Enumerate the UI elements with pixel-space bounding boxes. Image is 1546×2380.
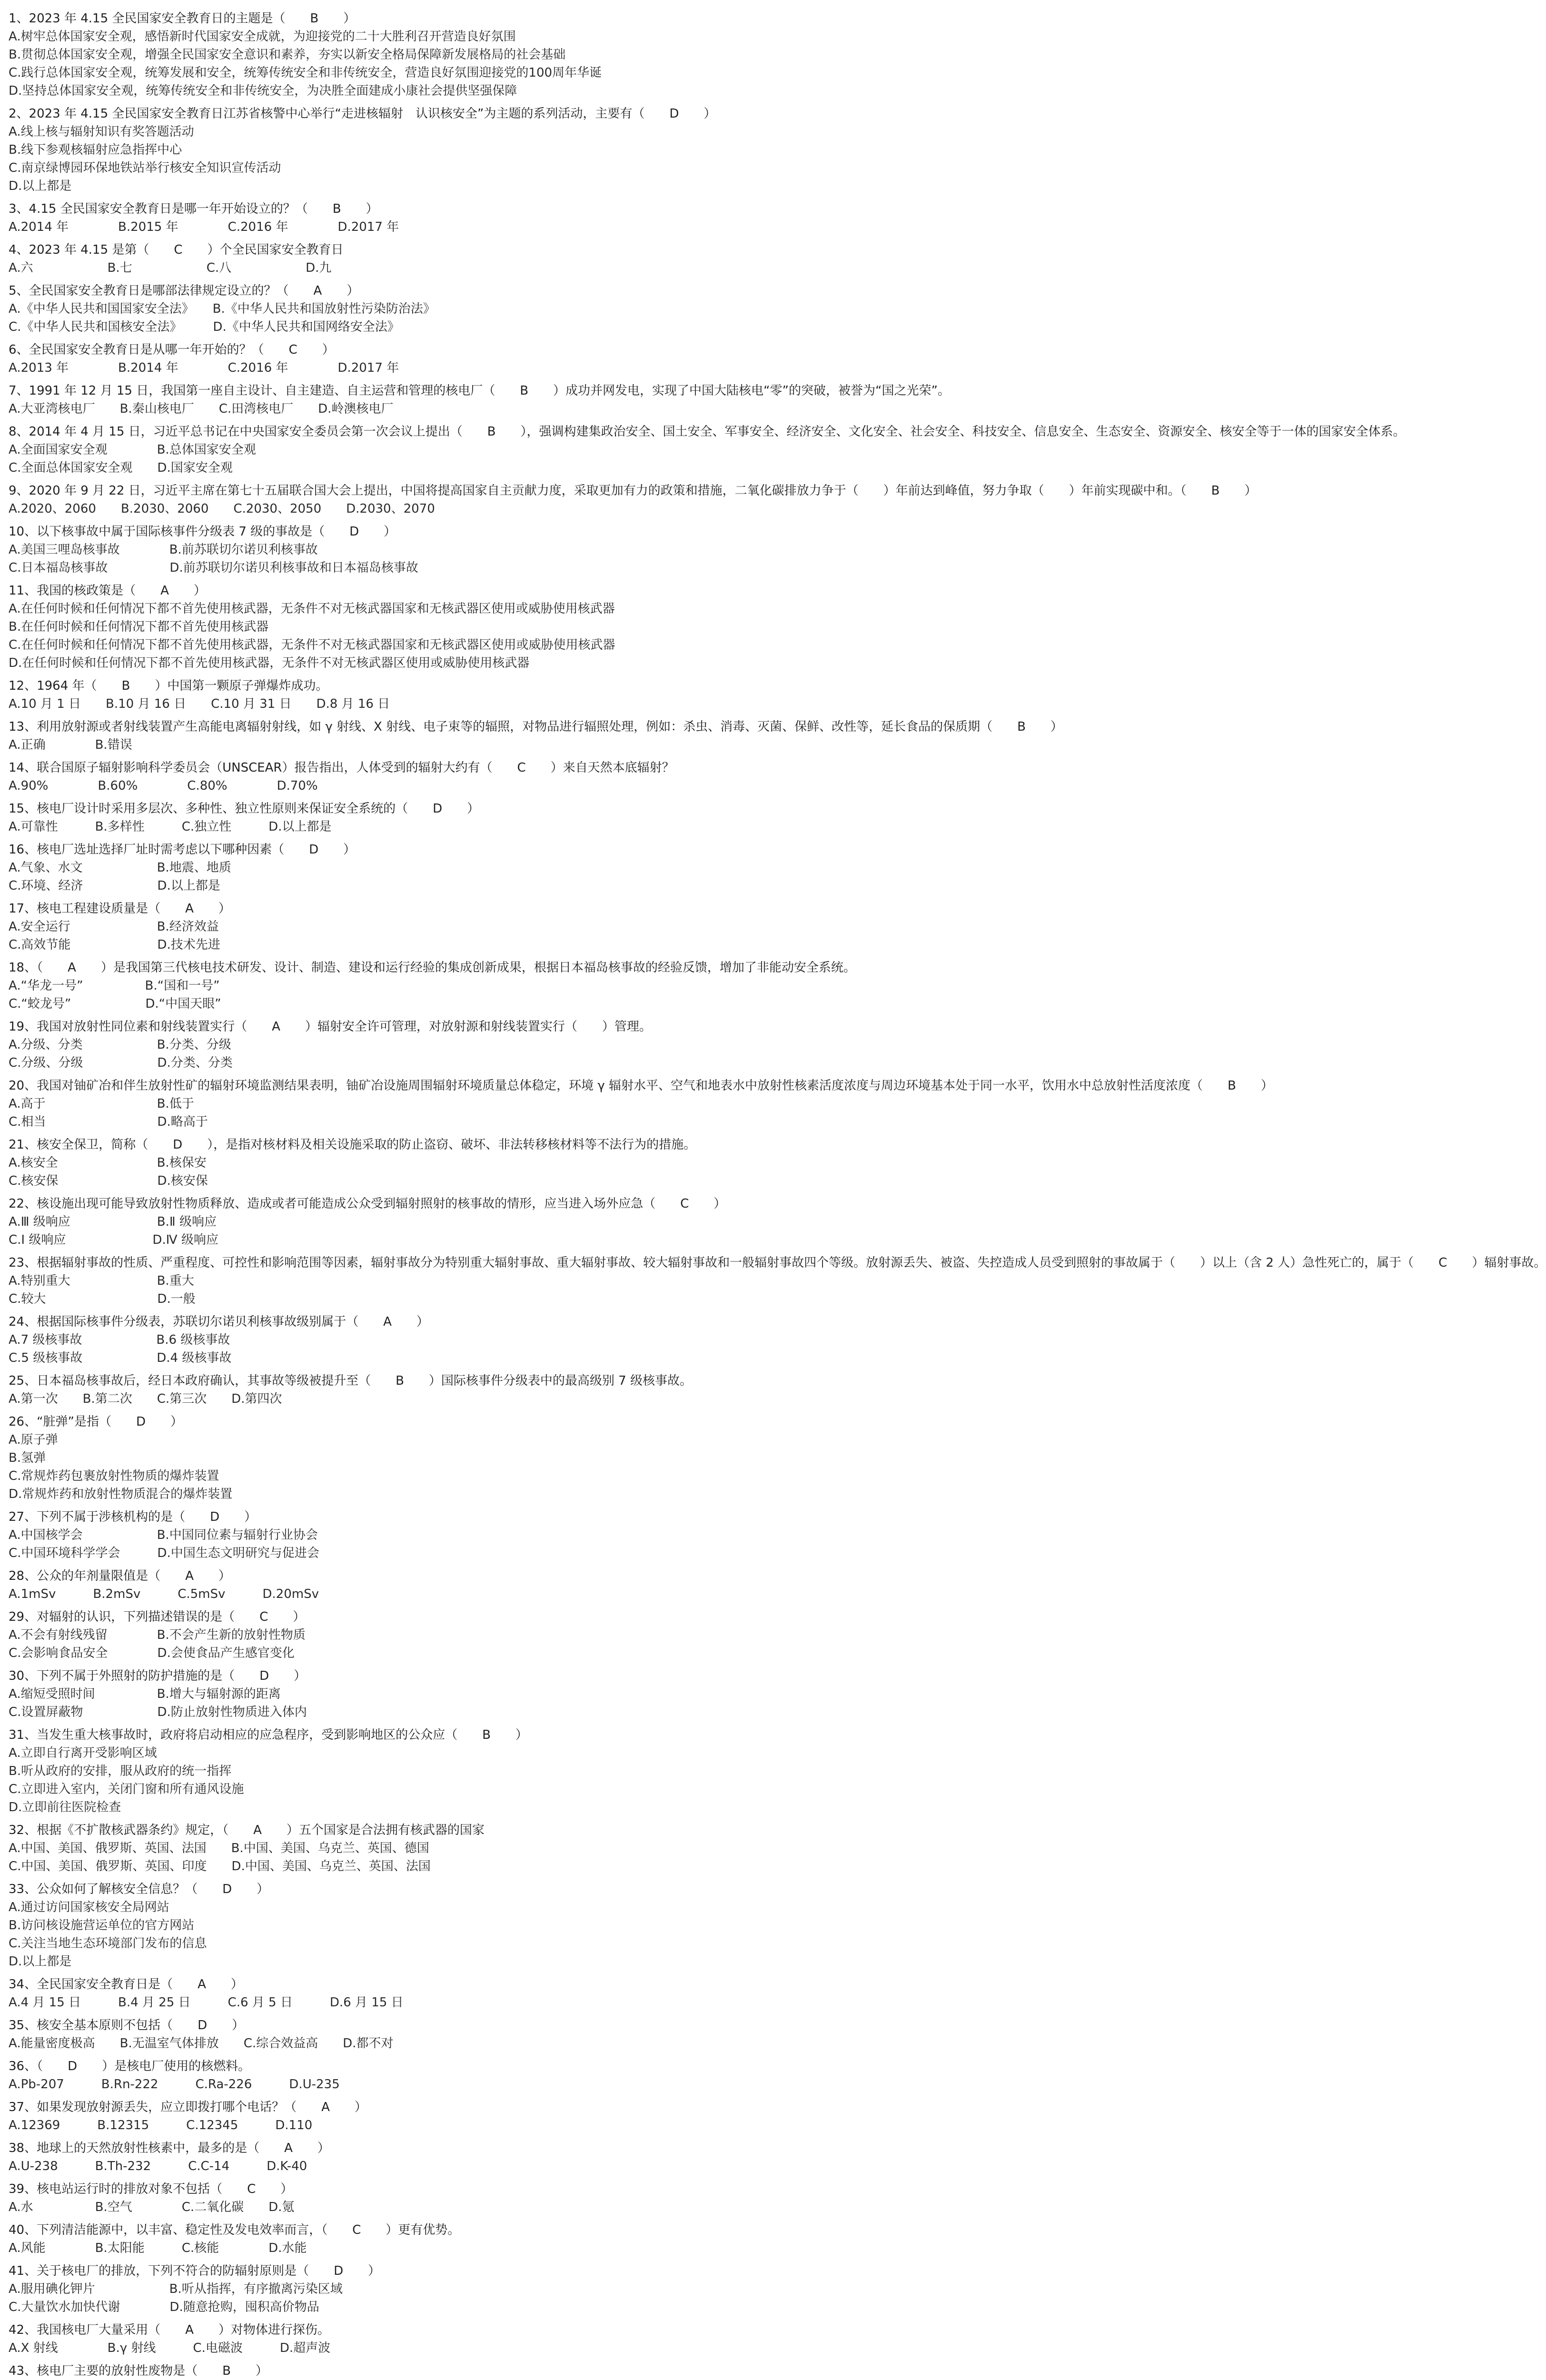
question-option: B.在任何时候和任何情况下都不首先使用核武器 <box>9 620 269 634</box>
question-stem: 32、根据《不扩散核武器条约》规定，（ A ）五个国家是合法拥有核武器的国家 <box>9 1823 485 1837</box>
question-option: A.在任何时候和任何情况下都不首先使用核武器，无条件不对无核武器国家和无核武器区使用或威胁使用核武器 <box>9 602 615 616</box>
question-item <box>9 10 602 100</box>
question-stem: 8、2014 年 4 月 15 日，习近平总书记在中央国家安全委员会第一次会议上提出（ B ），强调构建集政治安全、国土安全、军事安全、经济安全、文化安全、社会安全、科技安全、信息安全、生态安全、资源安全、核安全等于一体的国家安全体系。 <box>9 425 1406 439</box>
question-option: C.全面总体国家安全观 D.国家安全观 <box>9 461 233 475</box>
question-option: A.U-238 B.Th-232 C.C-14 D.K-40 <box>9 2159 307 2173</box>
question-item <box>9 959 856 1013</box>
question-stem: 16、核电厂选址选择厂址时需考虑以下哪种因素（ D ） <box>9 843 356 857</box>
question-stem: 37、如果发现放射源丢失，应立即拨打哪个电话？（ A ） <box>9 2100 367 2114</box>
question-stem: 38、地球上的天然放射性核素中，最多的是（ A ） <box>9 2141 330 2155</box>
question-option: A.Ⅲ 级响应 B.Ⅱ 级响应 <box>9 1215 217 1229</box>
question-option: A.7 级核事故 B.6 级核事故 <box>9 1333 230 1347</box>
question-item <box>9 2098 505 2134</box>
question-item <box>9 341 505 377</box>
question-option: A.2014 年 B.2015 年 C.2016 年 D.2017 年 <box>9 220 399 234</box>
question-option: C.在任何时候和任何情况下都不首先使用核武器，无条件不对无核武器国家和无核武器区使用或威胁使用核武器 <box>9 638 615 652</box>
question-stem: 36、（ D ）是核电厂使用的核燃料。 <box>9 2059 251 2073</box>
question-item <box>9 841 505 895</box>
question-stem: 6、全民国家安全教育日是从哪一年开始的？（ C ） <box>9 343 335 357</box>
question-stem: 4、2023 年 4.15 是第（ C ）个全民国家安全教育日 <box>9 243 344 257</box>
question-stem: 22、核设施出现可能导致放射性物质释放、造成或者可能造成公众受到辐射照射的核事故的情形，应当进入场外应急（ C ） <box>9 1197 726 1211</box>
question-stem: 28、公众的年剂量限值是（ A ） <box>9 1569 231 1583</box>
question-item <box>9 1195 726 1249</box>
question-item <box>9 1726 528 1816</box>
question-stem: 33、公众如何了解核安全信息？（ D ） <box>9 1882 269 1896</box>
question-item <box>9 1018 652 1072</box>
question-stem: 24、根据国际核事件分级表，苏联切尔诺贝利核事故级别属于（ A ） <box>9 1315 429 1329</box>
question-option: C.相当 D.略高于 <box>9 1115 208 1129</box>
question-option: A.风能 B.太阳能 C.核能 D.水能 <box>9 2241 307 2255</box>
question-option: C.践行总体国家安全观，统筹发展和安全，统筹传统安全和非传统安全，营造良好氛围迎接党的100周年华诞 <box>9 66 602 80</box>
question-stem: 13、利用放射源或者射线装置产生高能电离辐射射线，如 γ 射线、X 射线、电子束等的辐照，对物品进行辐照处理，例如：杀虫、消毒、灭菌、保鲜、改性等，延长食品的保质期（ B ） <box>9 720 1063 734</box>
question-stem: 3、4.15 全民国家安全教育日是哪一年开始设立的？（ B ） <box>9 202 378 216</box>
question-item <box>9 382 950 418</box>
question-option: A.90% B.60% C.80% D.70% <box>9 779 318 793</box>
question-option: A.安全运行 B.经济效益 <box>9 920 219 934</box>
question-stem: 42、我国核电厂大量采用（ A ）对物体进行探伤。 <box>9 2323 330 2337</box>
question-stem: 40、下列清洁能源中，以丰富、稳定性及发电效率而言，（ C ）更有优势。 <box>9 2223 460 2237</box>
question-stem: 19、我国对放射性同位素和射线装置实行（ A ）辐射安全许可管理，对放射源和射线装置实行（ ）管理。 <box>9 1020 652 1034</box>
question-option: C.南京绿博园环保地铁站举行核安全知识宣传活动 <box>9 161 281 175</box>
question-item <box>9 241 505 277</box>
question-option: B.访问核设施营运单位的官方网站 <box>9 1918 195 1933</box>
question-option: C.大量饮水加快代谢 D.随意抢购，囤积高价物品 <box>9 2300 319 2314</box>
question-stem: 39、核电站运行时的排放对象不包括（ C ） <box>9 2182 293 2196</box>
question-option: A.高于 B.低于 <box>9 1097 194 1111</box>
question-item <box>9 1821 505 1875</box>
question-option: A.2013 年 B.2014 年 C.2016 年 D.2017 年 <box>9 361 399 375</box>
question-item <box>9 2262 505 2316</box>
question-item <box>9 282 505 336</box>
question-option: C.设置屏蔽物 D.防止放射性物质进入体内 <box>9 1705 307 1719</box>
question-option: D.坚持总体国家安全观，统筹传统安全和非传统安全，为决胜全面建成小康社会提供坚强保障 <box>9 84 517 98</box>
question-stem: 5、全民国家安全教育日是哪部法律规定设立的？（ A ） <box>9 284 359 298</box>
question-option: A.原子弹 <box>9 1433 58 1447</box>
question-stem: 35、核安全基本原则不包括（ D ） <box>9 2018 245 2033</box>
question-item <box>9 718 1063 754</box>
question-item <box>9 677 505 713</box>
question-item <box>9 1880 505 1971</box>
question-option: A.树牢总体国家安全观，感悟新时代国家安全成就，为迎接党的二十大胜利召开营造良好氛围 <box>9 30 516 44</box>
question-item <box>9 1413 505 1503</box>
question-option: A.1mSv B.2mSv C.5mSv D.20mSv <box>9 1587 319 1601</box>
question-option: C.《中华人民共和国核安全法》 D.《中华人民共和国网络安全法》 <box>9 320 400 334</box>
question-stem: 27、下列不属于涉核机构的是（ D ） <box>9 1510 257 1524</box>
question-option: A.服用碘化钾片 B.听从指挥，有序撤离污染区域 <box>9 2282 343 2296</box>
question-option: A.特别重大 B.重大 <box>9 1274 194 1288</box>
question-option: C.核安保 D.核安保 <box>9 1174 208 1188</box>
question-option: C.高效节能 D.技术先进 <box>9 938 220 952</box>
question-stem: 21、核安全保卫，简称（ D ），是指对核材料及相关设施采取的防止盗窃、破坏、非法转移核材料等不法行为的措施。 <box>9 1138 696 1152</box>
question-option: A.通过访问国家核安全局网站 <box>9 1900 169 1914</box>
question-item <box>9 200 505 236</box>
question-option: D.立即前往医院检查 <box>9 1800 121 1815</box>
question-option: D.以上都是 <box>9 1954 72 1969</box>
question-stem: 14、联合国原子辐射影响科学委员会（UNSCEAR）报告指出，人体受到的辐射大约有（ C ）来自天然本底辐射？ <box>9 761 674 775</box>
question-stem: 15、核电厂设计时采用多层次、多种性、独立性原则来保证安全系统的（ D ） <box>9 802 480 816</box>
question-option: A.气象、水文 B.地震、地质 <box>9 861 231 875</box>
question-stem: 31、当发生重大核事故时，政府将启动相应的应急程序，受到影响地区的公众应（ B ） <box>9 1728 528 1742</box>
question-option: A.可靠性 B.多样性 C.独立性 D.以上都是 <box>9 820 332 834</box>
question-item <box>9 1372 692 1408</box>
question-option: A.不会有射线残留 B.不会产生新的放射性物质 <box>9 1628 306 1642</box>
question-option: A.能量密度极高 B.无温室气体排放 C.综合效益高 D.都不对 <box>9 2036 394 2051</box>
question-item <box>9 1254 1546 1308</box>
question-option: C.常规炸药包裹放射性物质的爆炸装置 <box>9 1469 219 1483</box>
question-option: A.12369 B.12315 C.12345 D.110 <box>9 2118 313 2132</box>
question-option: A.水 B.空气 C.二氧化碳 D.氪 <box>9 2200 295 2214</box>
question-option: A.六 B.七 C.八 D.九 <box>9 261 332 275</box>
question-item <box>9 900 505 954</box>
question-stem: 9、2020 年 9 月 22 日，习近平主席在第七十五届联合国大会上提出，中国将提高国家自主贡献力度，采取更加有力的政策和措施，二氧化碳排放力争于（ ）年前达到峰值，努力争取（ ）年前实现碳中和。（ B ） <box>9 484 1257 498</box>
question-item <box>9 800 505 836</box>
question-item <box>9 2016 505 2053</box>
question-item <box>9 1667 505 1721</box>
question-item <box>9 1313 505 1367</box>
question-stem: 2、2023 年 4.15 全民国家安全教育日江苏省核警中心举行“走进核辐射 认识核安全”为主题的系列活动，主要有（ D ） <box>9 107 716 121</box>
question-option: B.听从政府的安排，服从政府的统一指挥 <box>9 1764 232 1778</box>
question-option: C.5 级核事故 D.4 级核事故 <box>9 1351 232 1365</box>
question-option: A.4 月 15 日 B.4 月 25 日 C.6 月 5 日 D.6 月 15 日 <box>9 1995 404 2010</box>
question-item <box>9 2180 505 2216</box>
question-option: A.X 射线 B.γ 射线 C.电磁波 D.超声波 <box>9 2341 331 2355</box>
question-list <box>9 10 1546 2380</box>
question-stem: 1、2023 年 4.15 全民国家安全教育日的主题是（ B ） <box>9 11 356 26</box>
question-stem: 30、下列不属于外照射的防护措施的是（ D ） <box>9 1669 307 1683</box>
question-item <box>9 423 1406 477</box>
question-option: C.分级、分级 D.分类、分类 <box>9 1056 233 1070</box>
question-item <box>9 2362 505 2380</box>
question-item <box>9 1608 505 1662</box>
question-option: A.立即自行离开受影响区域 <box>9 1746 157 1760</box>
question-option: C.“蛟龙号” D.“中国天眼” <box>9 997 221 1011</box>
question-option: C.中国环境科学学会 D.中国生态文明研究与促进会 <box>9 1546 319 1560</box>
question-option: A.全面国家安全观 B.总体国家安全观 <box>9 443 256 457</box>
question-item <box>9 1975 505 2012</box>
question-item <box>9 523 505 577</box>
question-stem: 10、以下核事故中属于国际核事件分级表 7 级的事故是（ D ） <box>9 525 396 539</box>
question-option: C.日本福岛核事故 D.前苏联切尔诺贝利核事故和日本福岛核事故 <box>9 561 418 575</box>
question-option: C.Ⅰ 级响应 D.Ⅳ 级响应 <box>9 1233 218 1247</box>
question-option: D.以上都是 <box>9 179 72 193</box>
question-item <box>9 1567 505 1603</box>
question-option: B.线下参观核辐射应急指挥中心 <box>9 143 182 157</box>
question-stem: 12、1964 年（ B ）中国第一颗原子弹爆炸成功。 <box>9 679 328 693</box>
question-stem: 25、日本福岛核事故后，经日本政府确认，其事故等级被提升至（ B ）国际核事件分级表中的最高级别 7 级核事故。 <box>9 1374 692 1388</box>
question-item <box>9 2057 505 2093</box>
question-option: A.大亚湾核电厂 B.秦山核电厂 C.田湾核电厂 D.岭澳核电厂 <box>9 402 394 416</box>
question-item <box>9 582 615 672</box>
question-item <box>9 759 674 795</box>
question-stem: 26、“脏弹”是指（ D ） <box>9 1415 183 1429</box>
question-option: B.贯彻总体国家安全观，增强全民国家安全意识和素养，夯实以新安全格局保障新发展格局的社会基础 <box>9 48 566 62</box>
question-stem: 7、1991 年 12 月 15 日，我国第一座自主设计、自主建造、自主运营和管理的核电厂（ B ）成功并网发电，实现了中国大陆核电“零”的突破，被誉为“国之光荣”。 <box>9 384 950 398</box>
question-option: A.正确 B.错误 <box>9 738 132 752</box>
question-stem: 17、核电工程建设质量是（ A ） <box>9 902 231 916</box>
question-option: A.美国三哩岛核事故 B.前苏联切尔诺贝利核事故 <box>9 543 318 557</box>
question-stem: 43、核电厂主要的放射性废物是（ B ） <box>9 2364 268 2378</box>
question-option: A.核安全 B.核保安 <box>9 1156 207 1170</box>
question-option: A.中国、美国、俄罗斯、英国、法国 B.中国、美国、乌克兰、英国、德国 <box>9 1841 429 1855</box>
question-stem: 23、根据辐射事故的性质、严重程度、可控性和影响范围等因素，辐射事故分为特别重大辐射事故、重大辐射事故、较大辐射事故和一般辐射事故四个等级。放射源丢失、被盗、失控造成人员受到照射的事故属于（ ）以上（含 2 人）急性死亡的，属于（ C ）辐射事故。 <box>9 1256 1546 1270</box>
question-stem: 34、全民国家安全教育日是（ A ） <box>9 1977 243 1992</box>
question-option: B.氢弹 <box>9 1451 46 1465</box>
question-item <box>9 2321 505 2357</box>
question-option: A.缩短受照时间 B.增大与辐射源的距离 <box>9 1687 281 1701</box>
question-item <box>9 1508 505 1562</box>
question-option: C.立即进入室内，关闭门窗和所有通风设施 <box>9 1782 244 1796</box>
question-option: D.常规炸药和放射性物质混合的爆炸装置 <box>9 1487 233 1501</box>
question-option: A.中国核学会 B.中国同位素与辐射行业协会 <box>9 1528 318 1542</box>
question-item <box>9 2139 505 2175</box>
question-item <box>9 105 716 195</box>
question-option: A.10 月 1 日 B.10 月 16 日 C.10 月 31 日 D.8 月 16 日 <box>9 697 390 711</box>
question-item <box>9 482 1257 518</box>
question-item <box>9 1077 1273 1131</box>
question-option: A.第一次 B.第二次 C.第三次 D.第四次 <box>9 1392 282 1406</box>
question-option: A.《中华人民共和国国家安全法》 B.《中华人民共和国放射性污染防治法》 <box>9 302 436 316</box>
question-option: D.在任何时候和任何情况下都不首先使用核武器，无条件不对无核武器区使用或威胁使用核武器 <box>9 656 530 670</box>
question-stem: 11、我国的核政策是（ A ） <box>9 584 206 598</box>
question-option: C.会影响食品安全 D.会使食品产生感官变化 <box>9 1646 295 1660</box>
question-option: A.2020、2060 B.2030、2060 C.2030、2050 D.2030、2070 <box>9 502 435 516</box>
question-item <box>9 1136 696 1190</box>
question-stem: 41、关于核电厂的排放，下列不符合的防辐射原则是（ D ） <box>9 2264 381 2278</box>
question-option: A.“华龙一号” B.“国和一号” <box>9 979 220 993</box>
question-stem: 29、对辐射的认识，下列描述错误的是（ C ） <box>9 1610 306 1624</box>
question-option: C.环境、经济 D.以上都是 <box>9 879 220 893</box>
question-stem: 18、（ A ）是我国第三代核电技术研发、设计、制造、建设和运行经验的集成创新成果，根据日本福岛核事故的经验反馈，增加了非能动安全系统。 <box>9 961 856 975</box>
question-option: C.关注当地生态环境部门发布的信息 <box>9 1936 207 1951</box>
question-option: A.分级、分类 B.分类、分级 <box>9 1038 231 1052</box>
question-item <box>9 2221 505 2257</box>
question-option: C.较大 D.一般 <box>9 1292 196 1306</box>
question-option: A.Pb-207 B.Rn-222 C.Ra-226 D.U-235 <box>9 2077 340 2092</box>
question-option: A.线上核与辐射知识有奖答题活动 <box>9 125 194 139</box>
question-stem: 20、我国对铀矿冶和伴生放射性矿的辐射环境监测结果表明，铀矿冶设施周围辐射环境质量总体稳定，环境 γ 辐射水平、空气和地表水中放射性核素活度浓度与周边环境基本处于同一水平，饮用水中总放射性活度浓度（ B ） <box>9 1079 1273 1093</box>
question-option: C.中国、美国、俄罗斯、英国、印度 D.中国、美国、乌克兰、英国、法国 <box>9 1859 431 1874</box>
